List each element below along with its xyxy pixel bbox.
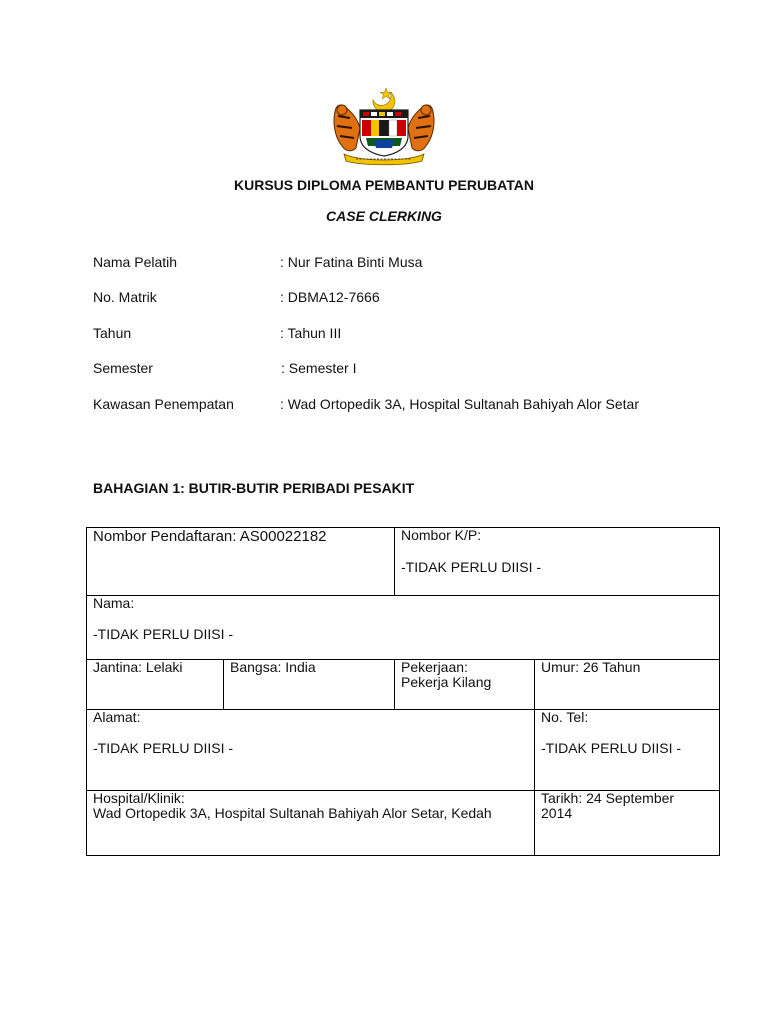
patient-details-table (86, 527, 720, 856)
age-field: Umur: 26 Tahun (541, 659, 641, 675)
ic-number-value: -TIDAK PERLU DIISI - (401, 559, 542, 575)
semester-value: : Semester I (281, 360, 357, 376)
coat-of-arms-logo (330, 86, 438, 166)
address-label: Alamat: (93, 709, 141, 725)
semester-label: Semester (93, 360, 153, 376)
occupation-value: Pekerja Kilang (401, 674, 492, 690)
ic-number-label: Nombor K/P: (401, 527, 482, 543)
date-label: Tarikh: 24 September (541, 790, 675, 806)
gender-field: Jantina: Lelaki (93, 659, 183, 675)
course-title: KURSUS DIPLOMA PEMBANTU PERUBATAN (234, 177, 534, 193)
hospital-value: Wad Ortopedik 3A, Hospital Sultanah Bahiyah Alor Setar, Kedah (93, 805, 492, 821)
placement-label: Kawasan Penempatan (93, 396, 234, 412)
race-field: Bangsa: India (230, 659, 316, 675)
hospital-label: Hospital/Klinik: (93, 790, 185, 806)
year-value: : Tahun III (280, 325, 342, 341)
address-value: -TIDAK PERLU DIISI - (93, 740, 234, 756)
matric-value: : DBMA12-7666 (280, 289, 380, 305)
form-title: CASE CLERKING (326, 208, 442, 224)
registration-number: Nombor Pendaftaran: AS00022182 (93, 528, 327, 545)
section-heading: BAHAGIAN 1: BUTIR-BUTIR PERIBADI PESAKIT (93, 480, 415, 496)
trainee-name-label: Nama Pelatih (93, 254, 178, 270)
phone-value: -TIDAK PERLU DIISI - (541, 740, 682, 756)
occupation-label: Pekerjaan: (401, 659, 468, 675)
matric-label: No. Matrik (93, 289, 157, 305)
patient-name-label: Nama: (93, 595, 135, 611)
date-value: 2014 (541, 805, 573, 821)
patient-name-value: -TIDAK PERLU DIISI - (93, 626, 234, 642)
placement-value: : Wad Ortopedik 3A, Hospital Sultanah Bahiyah Alor Setar (280, 396, 640, 412)
year-label: Tahun (93, 325, 132, 341)
trainee-name-value: : Nur Fatina Binti Musa (280, 254, 423, 270)
phone-label: No. Tel: (541, 709, 589, 725)
